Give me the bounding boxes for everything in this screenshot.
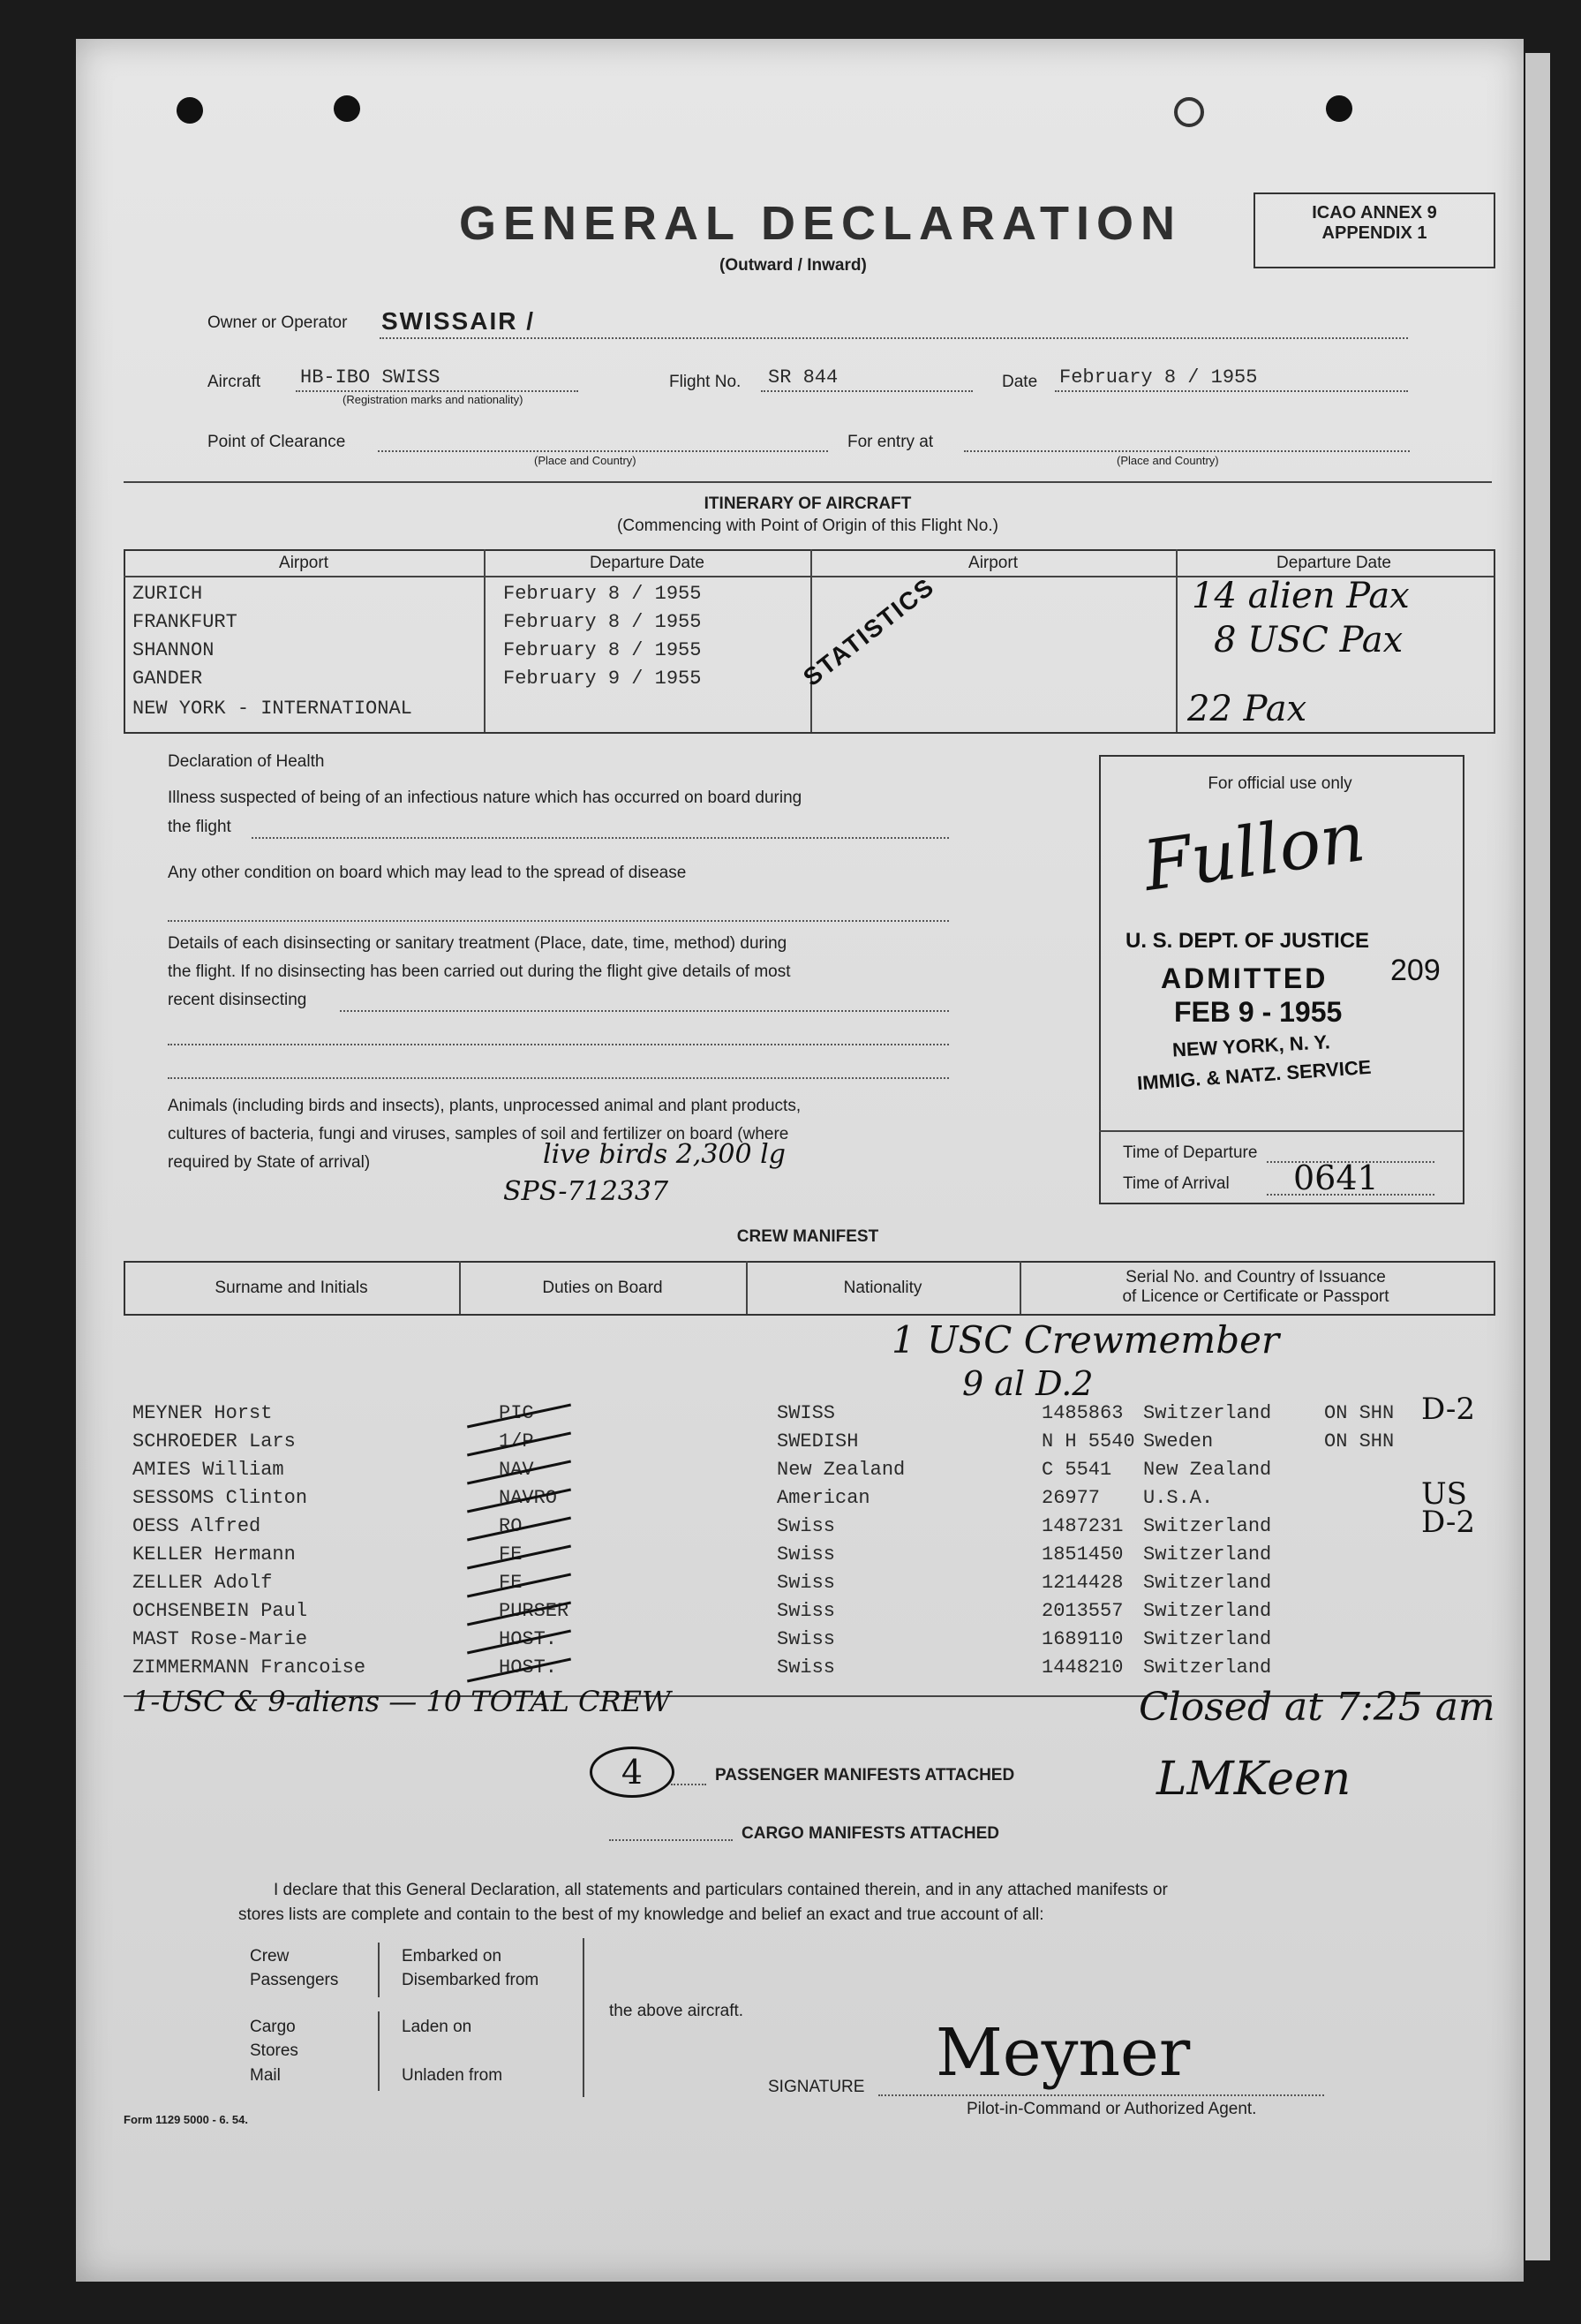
declaration-stores: Stores [250, 2041, 298, 2060]
flight-value: SR 844 [768, 366, 839, 389]
aircraft-line [296, 390, 578, 392]
crew-duty: PIC [499, 1402, 534, 1424]
declaration-mail: Mail [250, 2066, 281, 2085]
clearance-label: Point of Clearance [207, 433, 346, 451]
arrival-label: Time of Arrival [1123, 1174, 1230, 1193]
date-label: Date [1002, 373, 1038, 391]
handwritten-cert-number: SPS-712337 [503, 1176, 669, 1207]
itinerary-header-date-2: Departure Date [1276, 554, 1391, 572]
page-title: GENERAL DECLARATION [459, 197, 1183, 250]
clearance-note: (Place and Country) [534, 454, 636, 467]
departure-label: Time of Departure [1123, 1143, 1258, 1162]
crew-nationality: New Zealand [777, 1459, 906, 1481]
declaration-above-aircraft: the above aircraft. [609, 2002, 744, 2020]
crew-country: Switzerland [1143, 1572, 1272, 1594]
answer-line [168, 1044, 949, 1045]
form-number: Form 1129 5000 - 6. 54. [124, 2113, 248, 2126]
stamp-admitted: ADMITTED [1161, 962, 1329, 994]
crew-duty: NAVRO [499, 1487, 558, 1509]
bracket-line [378, 1943, 380, 1997]
punch-hole [1326, 95, 1352, 122]
punch-hole [334, 95, 360, 122]
itinerary-title: ITINERARY OF AIRCRAFT [704, 494, 912, 513]
itinerary-date: February 8 / 1955 [503, 611, 702, 633]
declaration-laden: Laden on [402, 2018, 472, 2036]
answer-line [168, 1077, 949, 1079]
crew-serial: 1487231 [1042, 1515, 1124, 1537]
itinerary-airport: GANDER [132, 668, 203, 690]
health-title: Declaration of Health [168, 752, 325, 771]
crew-country: U.S.A. [1143, 1487, 1214, 1509]
crew-header-duties: Duties on Board [542, 1279, 663, 1297]
crew-serial: 1485863 [1042, 1402, 1124, 1424]
crew-duty: PURSER [499, 1600, 569, 1622]
cargo-manifest-label: CARGO MANIFESTS ATTACHED [742, 1824, 1000, 1843]
statistics-stamp: STATISTICS [798, 572, 940, 691]
handwritten-closed-time: Closed at 7:25 am [1139, 1685, 1495, 1730]
declaration-disembarked: Disembarked from [402, 1971, 539, 1989]
punch-hole [1174, 97, 1204, 127]
crew-country: Switzerland [1143, 1628, 1272, 1650]
itinerary-airport: ZURICH [132, 583, 203, 605]
handwritten-mark: D-2 [1421, 1392, 1476, 1427]
crew-note: ON SHN [1324, 1430, 1395, 1452]
crew-name: AMIES William [132, 1459, 284, 1481]
health-q2: Any other condition on board which may lead to the spread of disease [168, 864, 687, 882]
crew-name: OESS Alfred [132, 1515, 261, 1537]
health-q4: Animals (including birds and insects), plants, unprocessed animal and plant products, [168, 1097, 802, 1115]
declaration-text-1: I declare that this General Declaration, all statements and particulars contained therein, and in any attached manifests or [274, 1881, 1168, 1899]
crew-header-name: Surname and Initials [215, 1279, 368, 1297]
page-subtitle: (Outward / Inward) [719, 256, 867, 275]
declaration-crew: Crew [250, 1947, 290, 1966]
crew-country: Switzerland [1143, 1402, 1272, 1424]
date-value: February 8 / 1955 [1059, 366, 1258, 389]
crew-header-serial: Serial No. and Country of Issuance [1126, 1268, 1386, 1286]
stamp-number: 209 [1390, 954, 1441, 987]
crew-name: ZELLER Adolf [132, 1572, 273, 1594]
crew-nationality: American [777, 1487, 870, 1509]
passenger-manifest-count-circle [590, 1747, 674, 1798]
entry-note: (Place and Country) [1117, 454, 1219, 467]
crew-name: KELLER Hermann [132, 1543, 296, 1566]
col-divider [1176, 549, 1178, 732]
owner-label: Owner or Operator [207, 313, 348, 332]
health-q3: Details of each disinsecting or sanitary treatment (Place, date, time, method) during [168, 934, 787, 953]
itinerary-header-airport: Airport [279, 554, 328, 572]
bracket-line [583, 1938, 584, 2097]
stamp-location: NEW YORK, N. Y. [1171, 1030, 1331, 1061]
stamp-date: FEB 9 - 1955 [1174, 996, 1343, 1028]
page-edge [1525, 53, 1550, 2260]
crew-serial: 1689110 [1042, 1628, 1124, 1650]
crew-header-licence: of Licence or Certificate or Passport [1122, 1287, 1389, 1306]
crew-duty: RO [499, 1515, 523, 1537]
answer-line [168, 920, 949, 922]
crew-country: Sweden [1143, 1430, 1214, 1452]
aircraft-value: HB-IBO SWISS [300, 366, 440, 389]
crew-nationality: SWEDISH [777, 1430, 859, 1452]
crew-header-nationality: Nationality [843, 1279, 922, 1297]
declaration-cargo: Cargo [250, 2018, 296, 2036]
handwritten-usc-pax: 8 USC Pax [1214, 620, 1404, 660]
handwritten-crew-note-2: 9 al D.2 [962, 1364, 1094, 1403]
crew-name: SCHROEDER Lars [132, 1430, 296, 1452]
handwritten-alien-pax: 14 alien Pax [1192, 576, 1410, 616]
crew-nationality: Swiss [777, 1543, 836, 1566]
col-divider [810, 549, 812, 732]
manifest-line [671, 1784, 706, 1785]
crew-serial: N H 5540 [1042, 1430, 1135, 1452]
itinerary-airport: NEW YORK - INTERNATIONAL [132, 698, 412, 720]
entry-line [964, 450, 1410, 452]
health-q3b: the flight. If no disinsecting has been carried out during the flight give details of most [168, 962, 791, 981]
crew-nationality: SWISS [777, 1402, 836, 1424]
crew-country: Switzerland [1143, 1515, 1272, 1537]
flight-label: Flight No. [669, 373, 742, 391]
handwritten-crew-note: 1 USC Crewmember [892, 1318, 1280, 1362]
health-q1b: the flight [168, 818, 231, 836]
answer-line [340, 1010, 949, 1012]
health-q4c: required by State of arrival) [168, 1153, 371, 1172]
itinerary-date: February 8 / 1955 [503, 639, 702, 661]
itinerary-airport: FRANKFURT [132, 611, 237, 633]
stamp-service: IMMIG. & NATZ. SERVICE [1136, 1055, 1373, 1095]
date-line [1055, 390, 1408, 392]
crew-nationality: Swiss [777, 1656, 836, 1679]
official-title: For official use only [1208, 774, 1352, 793]
crew-name: MAST Rose-Marie [132, 1628, 308, 1650]
divider [1099, 1130, 1463, 1132]
crew-duty: 1/P [499, 1430, 534, 1452]
crew-duty: HOST. [499, 1628, 558, 1650]
itinerary-subtitle: (Commencing with Point of Origin of this Flight No.) [617, 517, 998, 535]
handwritten-total-pax: 22 Pax [1187, 689, 1307, 729]
manifest-line [609, 1839, 733, 1841]
owner-line [380, 337, 1408, 339]
flight-line [761, 390, 973, 392]
handwritten-initials: LMKeen [1156, 1753, 1351, 1806]
passenger-manifest-label: PASSENGER MANIFESTS ATTACHED [715, 1766, 1015, 1784]
entry-label: For entry at [847, 433, 934, 451]
crew-duty: FE [499, 1543, 523, 1566]
annex-line1: ICAO ANNEX 9 [1312, 203, 1437, 223]
punch-hole [177, 97, 203, 124]
crew-nationality: Swiss [777, 1600, 836, 1622]
crew-country: Switzerland [1143, 1600, 1272, 1622]
signature-note: Pilot-in-Command or Authorized Agent. [967, 2100, 1257, 2118]
crew-name: MEYNER Horst [132, 1402, 273, 1424]
crew-nationality: Swiss [777, 1515, 836, 1537]
crew-serial: 1851450 [1042, 1543, 1124, 1566]
declaration-passengers: Passengers [250, 1971, 339, 1989]
crew-country: New Zealand [1143, 1459, 1272, 1481]
handwritten-mark: D-2 [1421, 1505, 1476, 1540]
official-signature: Fullon [1138, 796, 1370, 908]
answer-line [252, 837, 949, 839]
bracket-line [378, 2011, 380, 2091]
arrival-line [1267, 1194, 1434, 1196]
itinerary-header-date: Departure Date [590, 554, 704, 572]
itinerary-date: February 9 / 1955 [503, 668, 702, 690]
itinerary-header-airport-2: Airport [968, 554, 1018, 572]
aircraft-note: (Registration marks and nationality) [343, 393, 523, 406]
annex-line2: APPENDIX 1 [1321, 223, 1427, 243]
crew-name: OCHSENBEIN Paul [132, 1600, 308, 1622]
divider [124, 481, 1492, 483]
crew-serial: 1448210 [1042, 1656, 1124, 1679]
signature-line [878, 2094, 1324, 2096]
crew-title: CREW MANIFEST [736, 1227, 879, 1246]
annex-box [1254, 192, 1495, 268]
clearance-line [378, 450, 828, 452]
crew-duty: NAV [499, 1459, 534, 1481]
declaration-unladen: Unladen from [402, 2066, 503, 2085]
crew-nationality: Swiss [777, 1572, 836, 1594]
itinerary-date: February 8 / 1955 [503, 583, 702, 605]
health-q4b: cultures of bacteria, fungi and viruses, samples of soil and fertilizer on board (where [168, 1125, 789, 1143]
aircraft-label: Aircraft [207, 373, 261, 391]
crew-country: Switzerland [1143, 1656, 1272, 1679]
crew-serial: C 5541 [1042, 1459, 1112, 1481]
pilot-signature: Meyner [936, 2015, 1191, 2091]
crew-duty: FE [499, 1572, 523, 1594]
crew-nationality: Swiss [777, 1628, 836, 1650]
crew-serial: 26977 [1042, 1487, 1101, 1509]
declaration-text-2: stores lists are complete and contain to the best of my knowledge and belief an exact and true account of all: [238, 1905, 1044, 1924]
crew-serial: 1214428 [1042, 1572, 1124, 1594]
crew-serial: 2013557 [1042, 1600, 1124, 1622]
crew-name: SESSOMS Clinton [132, 1487, 308, 1509]
arrival-value: 0641 [1293, 1158, 1379, 1197]
crew-name: ZIMMERMANN Francoise [132, 1656, 366, 1679]
handwritten-animals: live birds 2,300 lg [543, 1139, 786, 1170]
handwritten-crew-total: 1-USC & 9-aliens — 10 TOTAL CREW [132, 1685, 671, 1718]
health-q1: Illness suspected of being of an infectious nature which has occurred on board during [168, 788, 802, 807]
declaration-embarked: Embarked on [402, 1947, 502, 1966]
stamp-dept: U. S. DEPT. OF JUSTICE [1126, 929, 1370, 953]
crew-duty: HOST. [499, 1656, 558, 1679]
itinerary-airport: SHANNON [132, 639, 215, 661]
signature-label: SIGNATURE [768, 2078, 865, 2096]
col-divider [484, 549, 486, 732]
passenger-manifest-count: 4 [621, 1753, 644, 1792]
crew-country: Switzerland [1143, 1543, 1272, 1566]
handwritten-mark: US [1421, 1476, 1467, 1512]
owner-value: SWISSAIR / [381, 307, 536, 335]
crew-note: ON SHN [1324, 1402, 1395, 1424]
health-q3c: recent disinsecting [168, 991, 307, 1009]
